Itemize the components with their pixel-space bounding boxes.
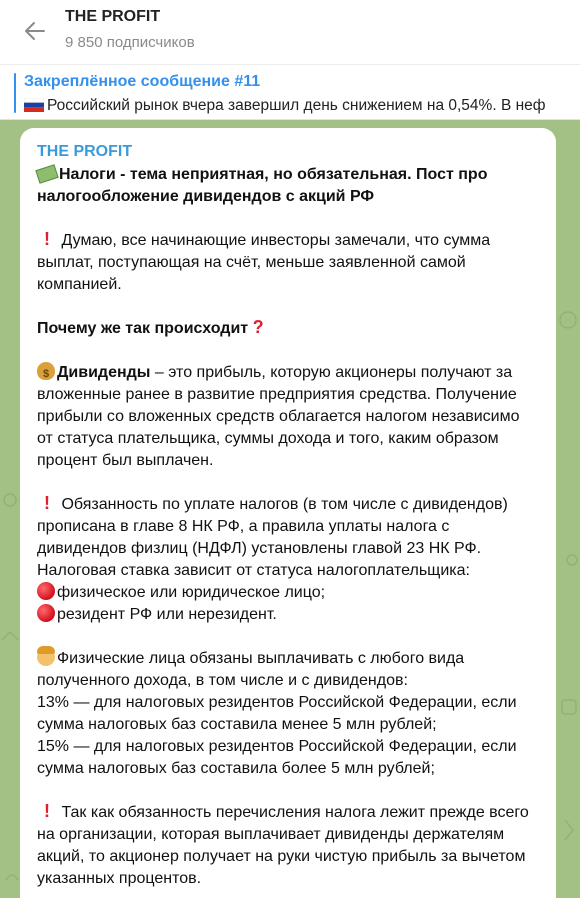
russia-flag-icon [24, 98, 44, 112]
paragraph-1: Думаю, все начинающие инвесторы замечали, что сумма выплат, поступающая на счёт, меньше заявленной самой компанией. [37, 232, 491, 293]
pinned-text [24, 97, 580, 115]
dividends-term: Дивиденды [57, 364, 151, 381]
chat-header [0, 0, 580, 64]
pinned-message-bar[interactable] [0, 64, 580, 120]
arrow-left-icon [24, 20, 46, 42]
red-circle-icon [37, 582, 55, 600]
message-bubble [20, 128, 556, 898]
red-circle-icon [37, 604, 55, 622]
subscriber-count: 9 850 подписчиков [65, 34, 195, 51]
pinned-indicator [14, 73, 16, 113]
post-title: Налоги - тема неприятная, но обязательная. Пост про налогообложение дивидендов с акций РФ [37, 166, 488, 205]
red-exclamation-icon: ! [44, 801, 50, 821]
red-question-icon: ? [252, 317, 264, 337]
back-button[interactable] [20, 16, 50, 46]
rate-15: 15% — для налоговых резидентов Российской Федерации, если сумма налоговых баз составила более 5 млн рублей; [37, 738, 517, 777]
message-text [37, 164, 538, 890]
paragraph-3: Обязанность по уплате налогов (в том числе с дивидендов) прописана в главе 8 НК РФ, а правила уплаты налога с дивидендов физлиц (НДФЛ) установлены главой 23 НК РФ. Налоговая ставка зависит от статуса налогоплательщика: [37, 496, 508, 579]
bullet-2: резидент РФ или нерезидент. [57, 606, 277, 623]
person-icon [37, 648, 55, 666]
bullet-1: физическое или юридическое лицо; [57, 584, 326, 601]
pinned-text-content: Российский рынок вчера завершил день снижением на 0,54%. В неф [47, 97, 546, 114]
channel-title[interactable]: THE PROFIT [65, 8, 161, 25]
paragraph-5: Так как обязанность перечисления налога лежит прежде всего на организации, которая выплачивает дивиденды держателям акций, то акционер получает на руки чистую прибыль за вычетом указанных процентов. [37, 804, 529, 887]
money-wings-icon [35, 164, 58, 183]
red-exclamation-icon: ! [44, 493, 50, 513]
pinned-title: Закреплённое сообщение #11 [24, 73, 261, 90]
money-bag-icon [37, 362, 55, 380]
rate-13: 13% — для налоговых резидентов Российской Федерации, если сумма налоговых баз составила менее 5 млн рублей; [37, 694, 517, 733]
message-author[interactable]: THE PROFIT [37, 143, 133, 160]
dividends-definition: – это прибыль, которую акционеры получают за вложенные ранее в развитие предприятия средства. Получение прибыли со вложенных средств облагается налогом независимо от статуса плательщика, суммы дохода и того, каким образом процент был выплачен. [37, 364, 520, 469]
paragraph-4: Физические лица обязаны выплачивать с любого вида полученного дохода, в том числе и с дивидендов: [37, 650, 465, 689]
question-heading: Почему же так происходит [37, 320, 249, 337]
red-exclamation-icon: ! [44, 229, 50, 249]
